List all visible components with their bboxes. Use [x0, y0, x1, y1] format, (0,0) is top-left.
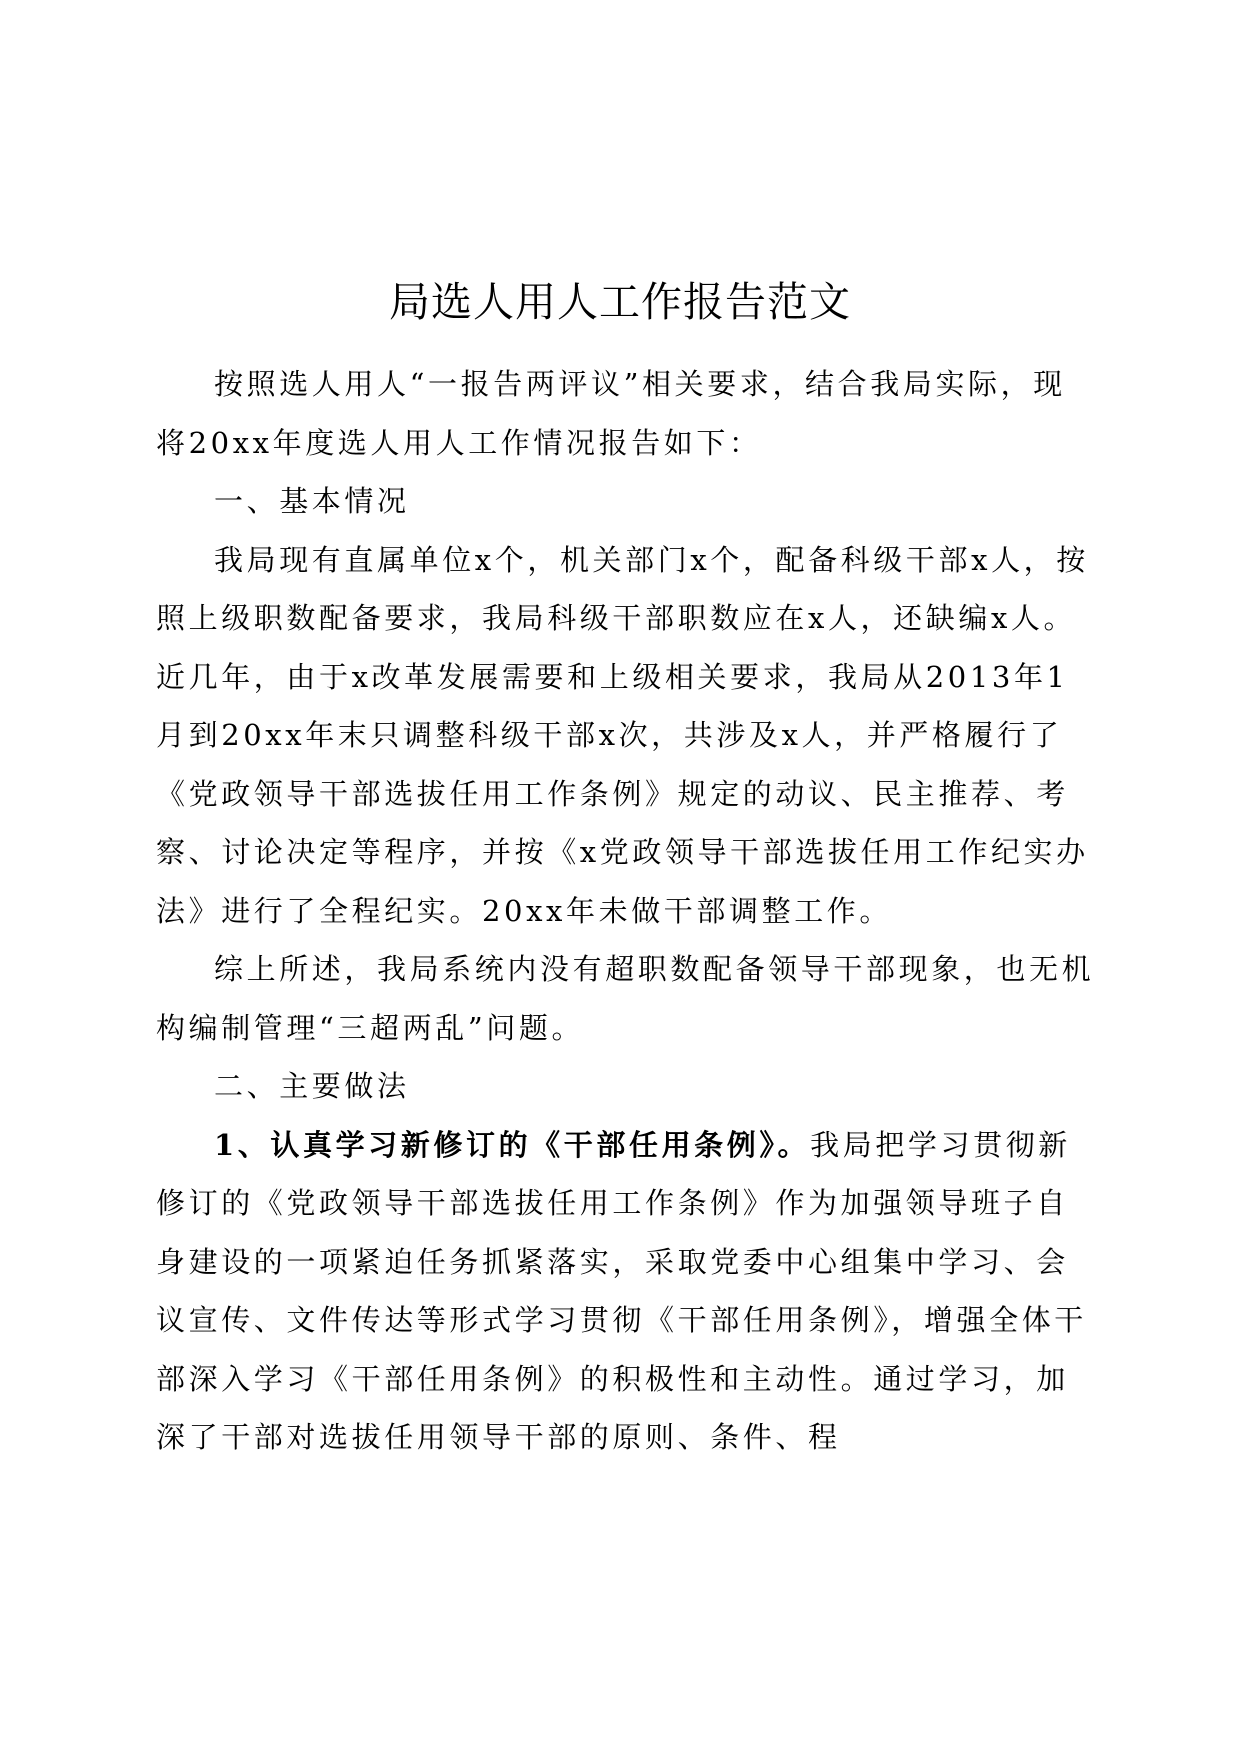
basic-situation-paragraph: 我局现有直属单位x个，机关部门x个，配备科级干部x人，按照上级职数配备要求，我局科级干部职数应在x人，还缺编x人。近几年，由于x改革发展需要和上级相关要求，我局从2013年1月到20xx年末只调整科级干部x次，共涉及x人，并严格履行了《党政领导干部选拔任用工作条例》规定的动议、民主推荐、考察、讨论决定等程序，并按《x党政领导干部选拔任用工作纪实办法》进行了全程纪实。20xx年未做干部调整工作。 — [156, 542, 1089, 928]
document-body — [156, 355, 1096, 1467]
practice-item-1-paragraph — [156, 1116, 1096, 1467]
practice-item-1-text: 我局把学习贯彻新修订的《党政领导干部选拔任用工作条例》作为加强领导班子自身建设的一项紧迫任务抓紧落实，采取党委中心组集中学习、会议宣传、文件传达等形式学习贯彻《干部任用条例》，增强全体干部深入学习《干部任用条例》的积极性和主动性。通过学习，加深了干部对选拔任用领导干部的原则、条件、程 — [156, 1127, 1087, 1454]
intro-paragraph: 按照选人用人“一报告两评议”相关要求，结合我局实际，现将20xx年度选人用人工作情况报告如下： — [156, 367, 1066, 460]
section-heading-basic-situation: 一、基本情况 — [214, 484, 410, 518]
document-title: 局选人用人工作报告范文 — [389, 278, 851, 326]
summary-paragraph: 综上所述，我局系统内没有超职数配备领导干部现象，也无机构编制管理“三超两乱”问题。 — [156, 952, 1095, 1045]
section-heading-main-practices: 二、主要做法 — [214, 1069, 410, 1103]
practice-item-1-lead: 1、认真学习新修订的《干部任用条例》。 — [214, 1127, 811, 1162]
